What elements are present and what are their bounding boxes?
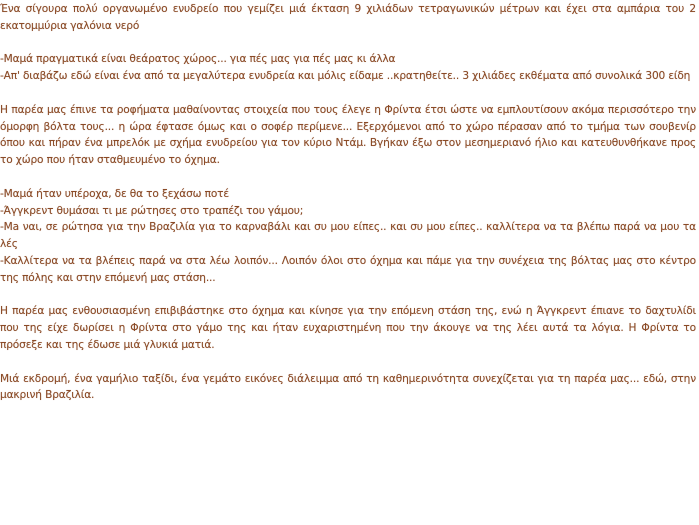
- paragraph-leaving-aquarium: [0, 102, 696, 169]
- dialogue-line: -Απ' διαβάζω εδώ είναι ένα από τα μεγαλύτερα ενυδρεία και μόλις είδαμε ..κρατηθείτε.. 3 χιλιάδες εκθέματα από συνολικά 300 είδη: [0, 70, 691, 83]
- dialogue-line: -Καλλίτερα να τα βλέπεις παρά να στα λέω λοιπόν... Λοιπόν όλοι στο όχημα και πάμε για την συνέχεια της βόλτας μας στο κέντρο της πόλης και στην επόμενή μας στάση...: [0, 254, 696, 284]
- paragraph-spacer: [0, 85, 696, 102]
- paragraph-spacer: [0, 35, 696, 52]
- paragraph-spacer: [0, 287, 696, 304]
- dialogue-line: -Άγγκρεντ θυμάσαι τι με ρώτησες στο τραπέζι του γάμου;: [0, 204, 304, 217]
- dialogue-line: -Μαμά πραγματικά είναι θεάρατος χώρος... για πές μας για πές μας κι άλλα: [0, 53, 396, 66]
- text-line: Η παρέα μας ενθουσιασμένη επιβιβάστηκε στο όχημα και κίνησε για την επόμενη στάση της, ενώ η Άγγκρεντ έπιανε το δαχτυλίδι που της είχε δωρίσει η Φρίντα στο γάμο της και ήταν ευχαριστημένη που την άκουγε να της λέει αυτά τα λόγια. Η Φρίντα το πρόσεξε και της έδωσε μιά γλυκιά ματιά.: [0, 305, 696, 351]
- paragraph-closing: [0, 371, 696, 405]
- paragraph-spacer: [0, 169, 696, 186]
- text-line: Ένα σίγουρα πολύ οργανωμένο ενυδρείο που γεμίζει μιά έκταση 9 χιλιάδων τετραγωνικών μέτρων και έχει στα αμπάρια του 2 εκατομμύρια γαλόνια νερό: [0, 3, 696, 32]
- paragraph-dialogue-aquarium: [0, 51, 696, 85]
- dialogue-line: -Ma ναι, σε ρώτησα για την Βραζιλία για το καρναβάλι και συ μου είπες.. και συ μου είπες.. καλλίτερα να τα βλέπω παρά να μου τα λές: [0, 221, 696, 251]
- text-line: Μιά εκδρομή, ένα γαμήλιο ταξίδι, ένα γεμάτο εικόνες διάλειμμα από τη καθημερινότητα συνεχίζεται για τη παρέα μας... εδώ, στην μακρινή Βραζιλία.: [0, 372, 696, 402]
- text-line: Η παρέα μας έπινε τα ροφήματα μαθαίνοντας στοιχεία που τους έλεγε η Φρίντα έτσι ώστε να εμπλουτίσουν ακόμα περισσότερο την όμορφη βόλτα τους... η ώρα έφτασε όμως και ο σοφέρ περίμενε... Εξερχόμενοι από το χώρο πέρασαν από το τμήμα των σουβενίρ όπου και πήραν ένα μπρελόκ με σχήμα ενυδρείου για τον κύριο Ντάμ. Βγήκαν έξω στον μεσημεριανό ήλιο και κατευθυνθήκανε προς το χώρο που ήταν σταθμευμένο το όχημα.: [0, 103, 696, 167]
- dialogue-line: -Μαμά ήταν υπέροχα, δε θα το ξεχάσω ποτέ: [0, 187, 229, 200]
- paragraph-dialogue-brazil: [0, 186, 696, 287]
- paragraph-aquarium-intro: [0, 1, 696, 35]
- paragraph-next-stop: [0, 303, 696, 353]
- paragraph-spacer: [0, 354, 696, 371]
